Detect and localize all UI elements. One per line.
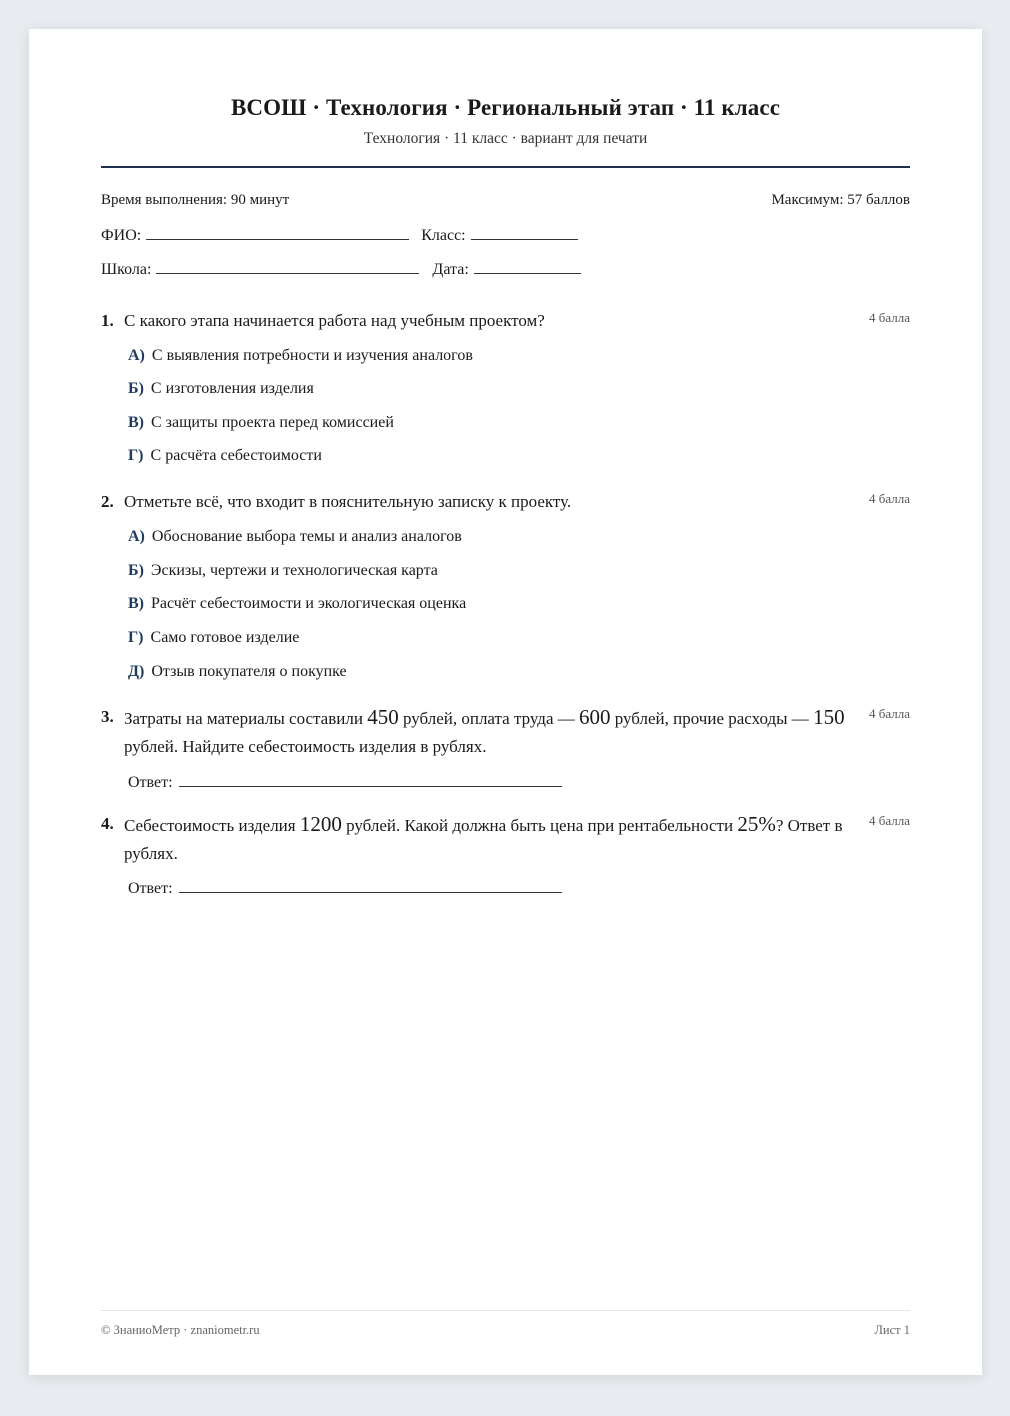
question-points: 4 балла — [869, 813, 910, 828]
fio-field[interactable] — [146, 225, 409, 240]
max-score: Максимум: 57 баллов — [771, 192, 910, 208]
class-label: Класс: — [421, 227, 466, 244]
question-text: С какого этапа начинается работа над учебным проектом? — [124, 311, 545, 330]
question-number: 4. — [101, 814, 114, 833]
option-a[interactable]: А) Обоснование выбора темы и анализ аналогов — [128, 528, 462, 545]
answer-row-4 — [128, 878, 562, 898]
option-v[interactable]: В) Расчёт себестоимости и экологическая оценка — [128, 595, 467, 612]
question-number: 3. — [101, 707, 114, 726]
option-g[interactable]: Г) Само готовое изделие — [128, 629, 300, 646]
answer-row-3 — [128, 772, 562, 792]
page-title: ВСОШ · Технология · Региональный этап · 11 класс — [230, 95, 781, 120]
question-points: 4 балла — [869, 706, 910, 721]
header-divider — [101, 166, 910, 168]
option-a[interactable]: А) С выявления потребности и изучения аналогов — [128, 347, 473, 364]
question-4 — [101, 810, 910, 868]
page-number: Лист 1 — [874, 1323, 910, 1337]
question-points: 4 балла — [869, 310, 910, 325]
footer-copyright: © ЗнаниоМетр · znaniometr.ru — [101, 1323, 260, 1337]
question-1 — [101, 307, 910, 335]
fio-label: ФИО: — [101, 227, 142, 244]
time-limit: Время выполнения: 90 минут — [101, 192, 290, 208]
answer-label: Ответ: — [128, 880, 173, 897]
option-b[interactable]: Б) С изготовления изделия — [128, 380, 314, 397]
question-number: 1. — [101, 311, 114, 330]
answer-field[interactable] — [179, 878, 562, 893]
option-d[interactable]: Д) Отзыв покупателя о покупке — [128, 663, 347, 680]
school-row — [101, 259, 581, 279]
answer-label: Ответ: — [128, 774, 173, 791]
date-field[interactable] — [474, 259, 581, 274]
class-field[interactable] — [471, 225, 578, 240]
fio-row — [101, 225, 578, 245]
worksheet-page — [29, 29, 982, 1375]
question-number: 2. — [101, 492, 114, 511]
option-b[interactable]: Б) Эскизы, чертежи и технологическая карта — [128, 562, 438, 579]
question-points: 4 балла — [869, 491, 910, 506]
page-subtitle: Технология · 11 класс · вариант для печати — [363, 130, 648, 147]
question-3 — [101, 703, 910, 761]
question-text: Затраты на материалы составили 450 рублей, оплата труда — 600 рублей, прочие расходы — 150 рублей. Найдите себестоимость изделия в рублях. — [124, 705, 845, 756]
school-field[interactable] — [156, 259, 419, 274]
answer-field[interactable] — [179, 772, 562, 787]
date-label: Дата: — [432, 261, 469, 278]
school-label: Школа: — [101, 261, 152, 278]
question-text: Себестоимость изделия 1200 рублей. Какой должна быть цена при рентабельности 25%? Ответ в рублях. — [124, 812, 843, 863]
question-text: Отметьте всё, что входит в пояснительную записку к проекту. — [124, 492, 572, 511]
question-2 — [101, 488, 910, 516]
option-v[interactable]: В) С защиты проекта перед комиссией — [128, 414, 394, 431]
option-g[interactable]: Г) С расчёта себестоимости — [128, 447, 322, 464]
footer-divider — [101, 1310, 910, 1311]
